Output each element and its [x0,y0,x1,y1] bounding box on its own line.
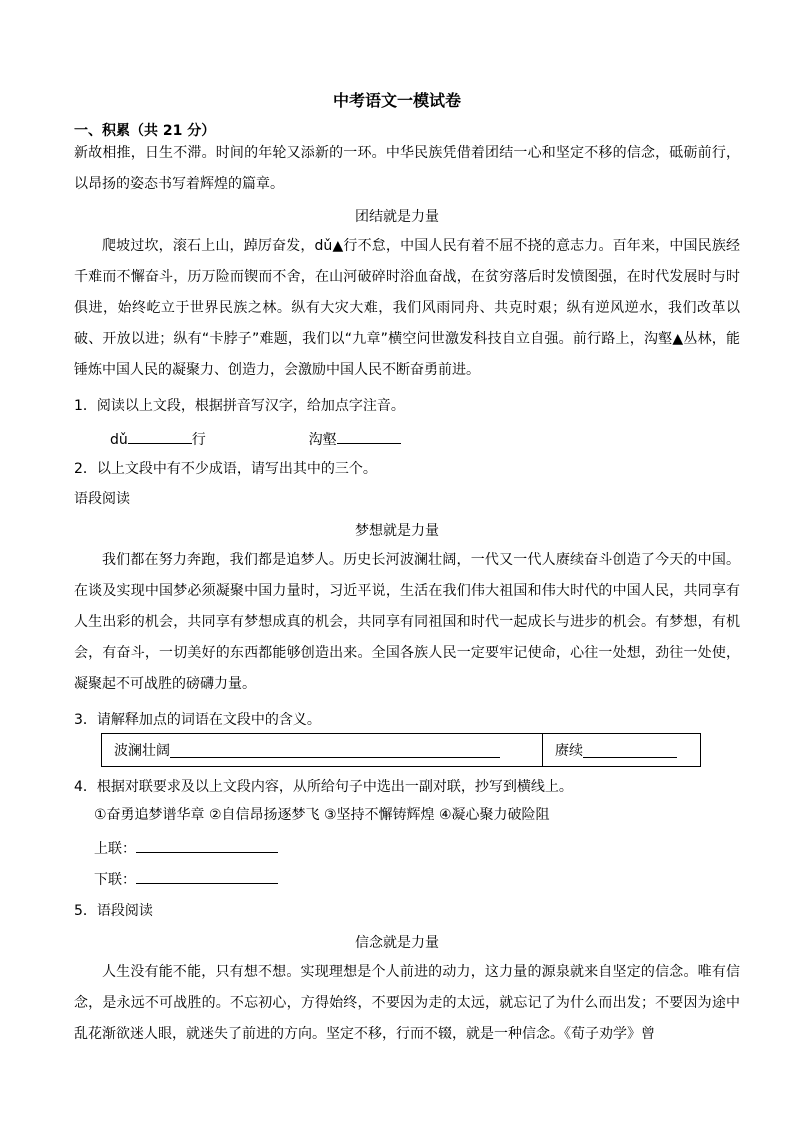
passage3-title: 信念就是力量 [355,935,439,951]
lower-couplet [94,868,278,889]
reading-label: 语段阅读 [74,491,130,507]
answer-line-2[interactable] [583,743,677,758]
passage2-text: 我们都在努力奔跑，我们都是追梦人。历史长河波澜壮阔，一代又一代人赓续奋斗创造了今天的中国。在谈及实现中国梦必须凝聚中国力量时，习近平说，生活在我们伟大祖国和伟大时代的中国人民，共同享有人生出彩的机会，共同享有梦想成真的机会，共同享有同祖国和时代一起成长与进步的机会。有梦想，有机会，有奋斗，一切美好的东西都能够创造出来。全国各族人民一定要牢记使命，心往一处想，劲往一处使，凝聚起不可战胜的磅礴力量。 [74,552,740,692]
answer-line-1[interactable] [170,743,500,758]
term-1: 波澜壮阔 [114,743,170,759]
question-3: 3．请解释加点的词语在文段中的含义。 [74,712,321,728]
passage1-title: 团结就是力量 [355,209,439,225]
question-1: 1．阅读以上文段，根据拼音写汉字，给加点字注音。 [74,398,405,414]
section-heading: 一、积累（共 21 分） [74,123,216,139]
table-cell-2 [543,734,700,766]
blank1-suffix: 行 [191,432,206,448]
upper-line[interactable] [136,837,278,853]
blank2-prefix: 沟壑 [308,432,337,448]
intro-paragraph: 新故相推，日生不滞。时间的年轮又添新的一环。中华民族凭借着团结一心和坚定不移的信念，砥砺前行，以昂扬的姿态书写着辉煌的篇章。 [74,145,740,192]
blank1-line[interactable] [128,428,192,444]
blank1-prefix: dǔ [110,432,128,448]
question-1-blanks [110,428,401,449]
question-2: 2．以上文段中有不少成语，请写出其中的三个。 [74,461,377,477]
passage1-text: 爬坡过坎，滚石上山，踔厉奋发，dǔ▲行不怠，中国人民有着不屈不挠的意志力。百年来，中国民族经千难而不懈奋斗，历万险而锲而不舍，在山河破碎时浴血奋战，在贫穷落后时发愤图强，在时代发展时与时俱进，始终屹立于世界民族之林。纵有大灾大难，我们风雨同舟、共克时艰；纵有逆风逆水，我们改革以破、开放以进；纵有“卡脖子”难题，我们以“九章”横空问世激发科技自立自强。前行路上，沟壑▲丛林，能锤炼中国人民的凝聚力、创造力，会激励中国人民不断奋勇前进。 [74,238,740,378]
question-4: 4．根据对联要求及以上文段内容，从所给句子中选出一副对联，抄写到横线上。 [74,779,573,795]
upper-label: 上联： [94,841,136,857]
blank2-line[interactable] [337,428,401,444]
question-5: 5．语段阅读 [74,903,153,919]
passage3-text: 人生没有能不能，只有想不想。实现理想是个人前进的动力，这力量的源泉就来自坚定的信念。唯有信念，是永远不可战胜的。不忘初心，方得始终，不要因为走的太远，就忘记了为什么而出发；不要因为途中乱花渐欲迷人眼，就迷失了前进的方向。坚定不移，行而不辍，就是一种信念。《荀子劝学》曾 [74,964,740,1042]
page-title: 中考语文一模试卷 [332,91,461,110]
upper-couplet [94,837,278,858]
passage2-title: 梦想就是力量 [355,523,439,539]
term-2: 赓续 [555,743,583,759]
couplet-options: ①奋勇追梦谱华章 ②自信昂扬逐梦飞 ③坚持不懈铸辉煌 ④凝心聚力破险阻 [94,807,550,823]
lower-label: 下联： [94,872,136,888]
lower-line[interactable] [136,868,278,884]
table-cell-1 [102,734,543,766]
answer-table [101,733,701,767]
